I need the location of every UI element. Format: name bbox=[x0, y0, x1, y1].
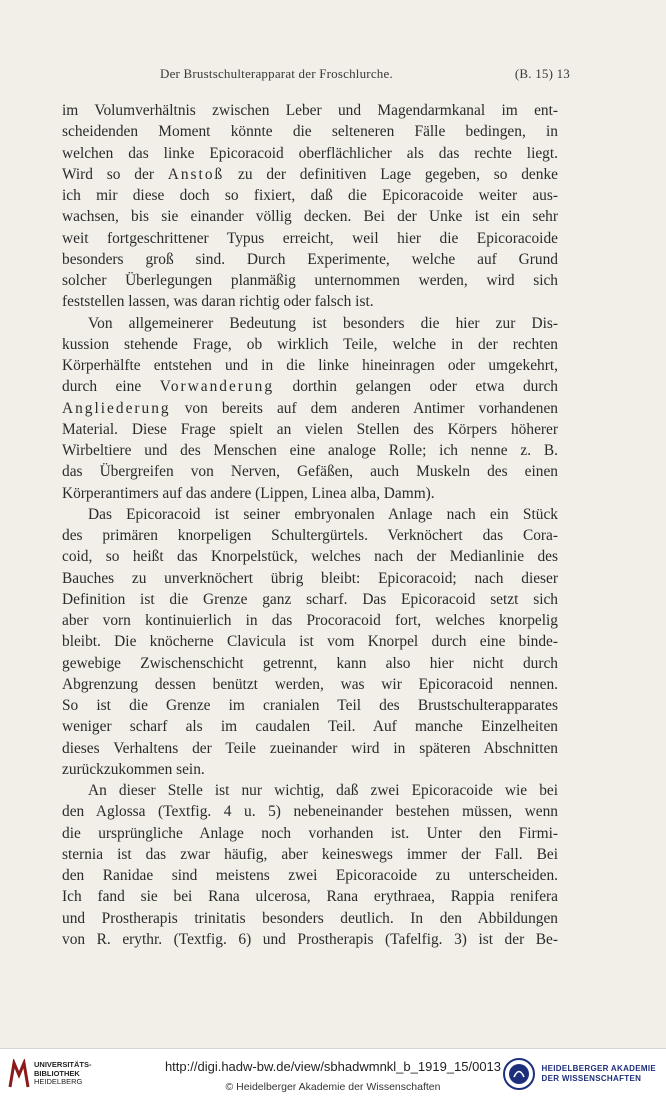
text-line: wachsen, bis sie einander völlig decken. Bei der Unke ist ein sehr bbox=[62, 208, 558, 226]
spaced-emphasis: Anstoß bbox=[167, 165, 225, 183]
text-line: feststellen lassen, was daran richtig oder falsch ist. bbox=[62, 293, 374, 311]
text-line: bleibt. Die knöcherne Clavicula ist vom Knorpel durch eine binde- bbox=[62, 633, 558, 651]
text-line: solcher Überlegungen planmäßig unternommen werden, wird sich bbox=[62, 272, 558, 289]
text-line: Definition ist die Grenze ganz scharf. Das Epicoracoid setzt sich bbox=[62, 590, 558, 608]
spaced-emphasis: Vorwanderung bbox=[159, 378, 275, 396]
academy-name-line-2: DER WISSENSCHAFTEN bbox=[541, 1074, 642, 1083]
academy-logo[interactable] bbox=[502, 1057, 656, 1091]
text-line: weniger scharf als im caudalen Teil. Auf manche Einzelheiten bbox=[62, 718, 558, 736]
uni-name-line-1: UNIVERSITÄTS- bbox=[34, 1060, 92, 1070]
text-line: Angliederung von bereits auf dem anderen Antimer vorhandenen bbox=[62, 399, 558, 417]
text-line: den Aglossa (Textfig. 4 u. 5) nebeneinander bestehen müssen, wenn bbox=[62, 803, 558, 821]
text-line: Körperhälfte entstehen und in die linke hineinragen oder umgekehrt, bbox=[62, 357, 558, 374]
uni-name-line-2: BIBLIOTHEK bbox=[34, 1068, 80, 1078]
running-head bbox=[160, 66, 570, 82]
text-line: ich mir diese doch so fixiert, daß die Epicoracoide weiter aus- bbox=[62, 187, 558, 204]
text-line: des primären knorpeligen Schultergürtels. Verknöchert das Cora- bbox=[62, 527, 558, 544]
text-line: und Prostherapis trinitatis besonders deutlich. In den Abbildungen bbox=[62, 909, 558, 927]
text-line: welchen das linke Epicoracoid oberflächlicher als das rechte liegt. bbox=[62, 144, 558, 162]
permalink-url[interactable]: http://digi.hadw-bw.de/view/sbhadwmnkl_b_1919_15/0013 bbox=[164, 1059, 502, 1074]
footer-bar bbox=[0, 1048, 666, 1102]
text-line: coid, so heißt das Knorpelstück, welches nach der Medianlinie des bbox=[62, 548, 558, 566]
academy-seal-icon bbox=[502, 1057, 536, 1091]
text-line: kussion stehende Frage, ob wirklich Teile, welche in der rechten bbox=[62, 335, 558, 353]
academy-name-line-1: HEIDELBERGER AKADEMIE bbox=[541, 1064, 656, 1073]
text-line: An dieser Stelle ist nur wichtig, daß zwei Epicoracoide wie bei bbox=[88, 782, 558, 799]
text-line: Das Epicoracoid ist seiner embryonalen Anlage nach ein Stück bbox=[88, 505, 558, 523]
text-line: Bauches zu unverknöchert übrig bleibt: Epicoracoid; nach dieser bbox=[62, 569, 558, 587]
body-text bbox=[62, 100, 558, 950]
uni-name-line-3: HEIDELBERG bbox=[34, 1077, 83, 1087]
text-line: Körperantimers auf das andere (Lippen, Linea alba, Damm). bbox=[62, 484, 435, 502]
text-line: weit fortgeschrittener Typus erreicht, weil hier die Epicoracoide bbox=[62, 229, 558, 247]
text-line: besonders groß sind. Durch Experimente, welche auf Grund bbox=[62, 250, 558, 268]
text-line: von R. erythr. (Textfig. 6) und Prostherapis (Tafelfig. 3) ist der Be- bbox=[62, 930, 558, 948]
text-line: im Volumverhältnis zwischen Leber und Magendarmkanal im ent- bbox=[62, 102, 558, 119]
text-line: scheidenden Moment könnte die selteneren Fälle bedingen, in bbox=[62, 123, 558, 141]
text-line: durch eine Vorwanderung dorthin gelangen oder etwa durch bbox=[62, 378, 558, 396]
academy-name bbox=[542, 1064, 656, 1084]
copyright-notice: © Heidelberger Akademie der Wissenschaften bbox=[225, 1081, 441, 1093]
text-line: Material. Diese Frage spielt an vielen Stellen des Körpers höherer bbox=[62, 420, 558, 438]
running-head-page-ref: (B. 15) 13 bbox=[514, 66, 570, 81]
spaced-emphasis: Angliederung bbox=[62, 399, 171, 417]
text-line: sternia ist das zwar häufig, aber keineswegs immer der Fall. Bei bbox=[62, 845, 558, 863]
text-line: Wirbeltiere und des Menschen eine analoge Rolle; ich nenne z. B. bbox=[62, 442, 558, 459]
text-line: So ist die Grenze im cranialen Teil des Brustschulterapparates bbox=[62, 697, 558, 714]
text-line: das Übergreifen von Nerven, Gefäßen, auch Muskeln des einen bbox=[62, 463, 558, 481]
text-line: Wird so der Anstoß zu der definitiven Lage gegeben, so denke bbox=[62, 165, 558, 183]
text-line: aber vorn kontinuierlich in das Procoracoid fort, welches knorpelig bbox=[62, 612, 558, 629]
text-line: die ursprüngliche Anlage noch vorhanden ist. Unter den Firmi- bbox=[62, 824, 558, 842]
text-line: Abgrenzung dessen benützt werden, was wir Epicoracoid nennen. bbox=[62, 675, 558, 693]
running-head-title: Der Brustschulterapparat der Froschlurche. bbox=[160, 66, 393, 81]
text-line: zurückzukommen sein. bbox=[62, 760, 205, 778]
text-line: Von allgemeinerer Bedeutung ist besonders die hier zur Dis- bbox=[88, 314, 558, 332]
text-line: gewebige Zwischenschicht getrennt, kann also hier nicht durch bbox=[62, 654, 558, 672]
text-line: Ich fand sie bei Rana ulcerosa, Rana erythraea, Rappia renifera bbox=[62, 888, 558, 906]
text-line: den Ranidae sind meistens zwei Epicoracoide zu unterscheiden. bbox=[62, 867, 558, 884]
text-line: dieses Verhaltens der Teile zueinander wird in späteren Abschnitten bbox=[62, 739, 558, 757]
